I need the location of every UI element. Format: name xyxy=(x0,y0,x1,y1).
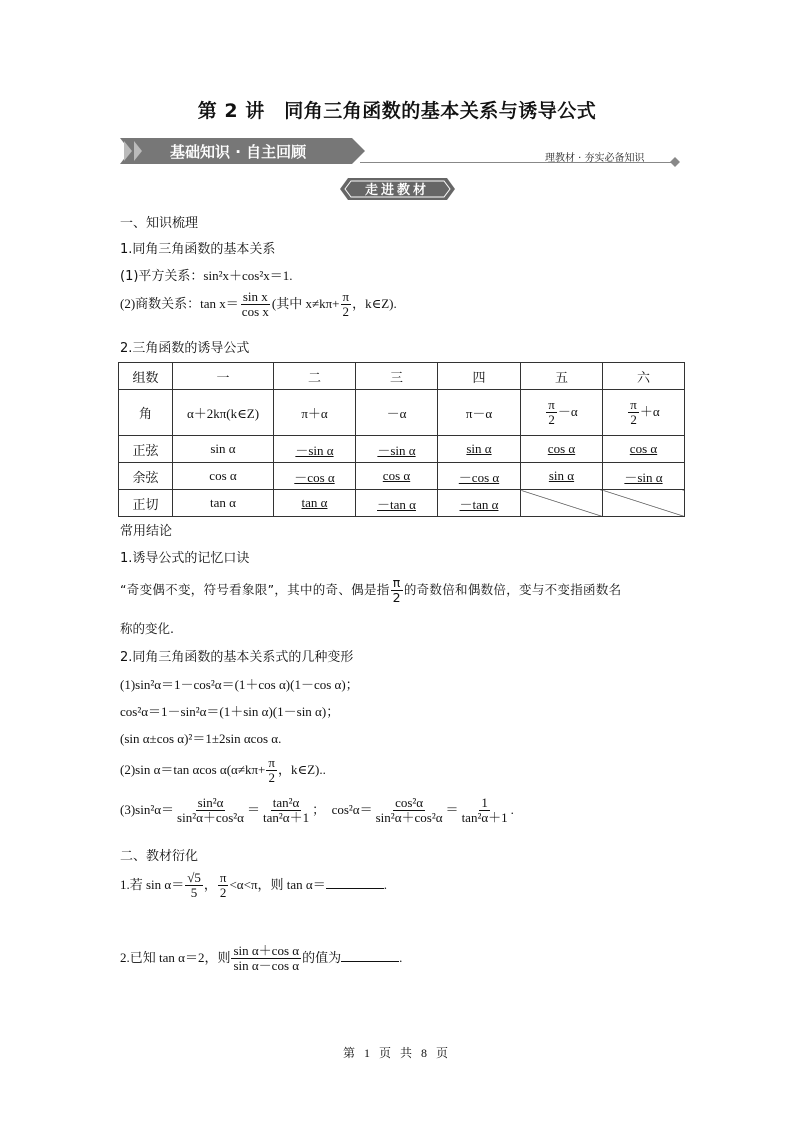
exercise-2: 2.已知 tan α＝2，则 $\frac{\text{sin α＋cos α}}{\text{sin α－cos α}}$ 的值为 . xyxy=(120,943,403,974)
quotient-fraction: $\frac{\text{sin x}}{\text{cos x}}$ xyxy=(241,289,269,320)
table-cell: －sin α xyxy=(274,436,356,463)
induction-table xyxy=(118,362,685,517)
table-header: 四 xyxy=(438,363,521,390)
section-pill xyxy=(340,178,455,200)
row-label: 角 xyxy=(119,390,173,436)
table-cell: －tan α xyxy=(356,490,438,517)
table-cell: $\frac{\pi}{2}$ －α xyxy=(521,390,603,436)
table-cell: cos α xyxy=(356,463,438,490)
square-relation-formula: sin²x＋cos²x＝1. xyxy=(203,268,293,283)
formula-line: (2)sin α＝tan αcos α(α≠kπ+ $\frac{\pi}{2}$ ，k∈Z).. xyxy=(120,755,326,786)
heading-mnemonic: 1.诱导公式的记忆口诀 xyxy=(120,551,250,566)
page-footer: 第 1 页 共 8 页 xyxy=(342,1046,451,1060)
table-cell: cos α xyxy=(521,436,603,463)
page-title: 第 2 讲 同角三角函数的基本关系与诱导公式 xyxy=(197,100,597,122)
table-header: 组数 xyxy=(119,363,173,390)
quotient-relation: (2)商数关系：tan x＝ $\frac{\text{sin x}}{\text{cos x}}$ (其中 x≠kπ+ $\frac{\pi}{2}$ ，k∈Z). xyxy=(120,289,397,320)
table-cell: －cos α xyxy=(274,463,356,490)
pi-over-2: $\frac{\pi}{2}$ xyxy=(268,755,275,786)
square-relation-label: (1)平方关系： xyxy=(120,269,204,284)
table-cell: tan α xyxy=(173,490,274,517)
table-header: 六 xyxy=(603,363,685,390)
formula-line: (3)sin²α＝ $\frac{\text{sin²α}}{\text{sin²α＋cos²α}}$ ＝ $\frac{\text{tan²α}}{\text{tan²α＋1}}$ ； cos²α＝ $\frac{\text{cos²α}}{\text{sin²α＋cos²α}}$ ＝ $\frac{1}{\text{tan²α＋1}}$ . xyxy=(120,795,514,826)
row-label: 余弦 xyxy=(119,463,173,490)
table-header: 一 xyxy=(173,363,274,390)
banner-left-text: 基础知识 · 自主回顾 xyxy=(170,143,307,161)
table-header: 二 xyxy=(274,363,356,390)
row-label: 正弦 xyxy=(119,436,173,463)
section-banner xyxy=(120,138,365,164)
table-cell-empty xyxy=(521,490,603,517)
heading-induction-formulas: 2.三角函数的诱导公式 xyxy=(120,341,250,356)
table-cell: －sin α xyxy=(356,436,438,463)
table-cell: －sin α xyxy=(603,463,685,490)
table-row-angle xyxy=(119,390,685,436)
heading-basic-relations: 1.同角三角函数的基本关系 xyxy=(120,242,276,257)
pi-over-2: $\frac{\pi}{2}$ xyxy=(392,575,401,605)
table-cell: sin α xyxy=(438,436,521,463)
row-label: 正切 xyxy=(119,490,173,517)
answer-blank[interactable] xyxy=(341,949,399,962)
answer-blank[interactable] xyxy=(326,876,384,889)
table-cell: sin α xyxy=(173,436,274,463)
pi-over-2: $\frac{\pi}{2}$ xyxy=(342,289,350,320)
table-cell-empty xyxy=(603,490,685,517)
table-row-tangent xyxy=(119,490,685,517)
table-cell: cos α xyxy=(173,463,274,490)
table-row-cosine xyxy=(119,463,685,490)
section-heading-1: 一、知识梳理 xyxy=(120,216,199,231)
mnemonic-line: “奇变偶不变，符号看象限”，其中的奇、偶是指 $\frac{\pi}{2}$ 的奇数倍和偶数倍，变与不变指函数名 xyxy=(120,575,622,605)
table-row-sine xyxy=(119,436,685,463)
formula-line: cos²α＝1－sin²α＝(1＋sin α)(1－sin α)； xyxy=(120,704,340,719)
square-relation xyxy=(120,265,292,284)
table-header: 三 xyxy=(356,363,438,390)
section-heading-2: 二、教材衍化 xyxy=(120,849,199,864)
formula-line: (1)sin²α＝1－cos²α＝(1＋cos α)(1－cos α)； xyxy=(120,677,359,692)
table-cell: －cos α xyxy=(438,463,521,490)
table-cell: sin α xyxy=(521,463,603,490)
quotient-relation-label: (2)商数关系：tan x＝ xyxy=(120,295,239,311)
table-cell: －α xyxy=(356,390,438,436)
table-cell: tan α xyxy=(274,490,356,517)
table-cell: cos α xyxy=(603,436,685,463)
table-cell: $\frac{\pi}{2}$ ＋α xyxy=(603,390,685,436)
table-cell: －tan α xyxy=(438,490,521,517)
mnemonic-line-2: 称的变化. xyxy=(120,621,174,636)
table-header-row xyxy=(119,363,685,390)
heading-variations: 2.同角三角函数的基本关系式的几种变形 xyxy=(120,650,354,665)
common-conclusions: 常用结论 xyxy=(120,524,173,539)
pill-text: 走进教材 xyxy=(364,183,430,198)
diamond-icon xyxy=(670,157,680,167)
table-cell: π－α xyxy=(438,390,521,436)
pi-over-2: $\frac{\pi}{2}$ xyxy=(219,870,227,901)
table-cell: α＋2kπ(k∈Z) xyxy=(173,390,274,436)
formula-line: (sin α±cos α)²＝1±2sin αcos α. xyxy=(120,731,282,746)
table-cell: π＋α xyxy=(274,390,356,436)
exercise-1: 1.若 sin α＝ $\frac{√5}{5}$ ， $\frac{\pi}{2}$ <α<π，则 tan α＝ . xyxy=(120,870,387,901)
table-header: 五 xyxy=(521,363,603,390)
banner-right-text: 理教材 · 夯实必备知识 xyxy=(545,153,645,164)
